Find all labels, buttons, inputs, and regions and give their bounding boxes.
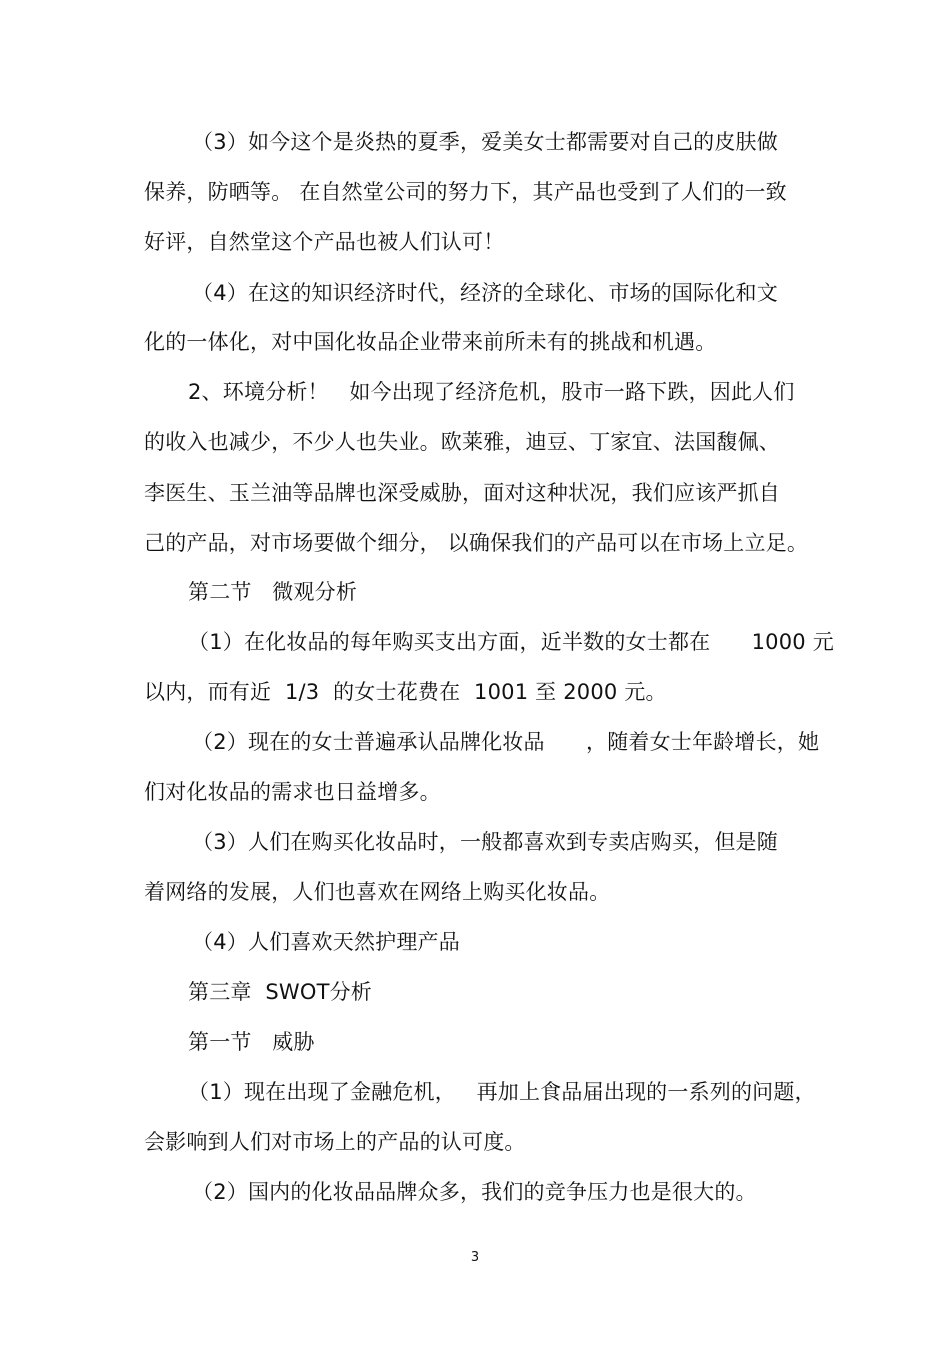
paragraph-line: （3）人们在购买化妆品时，一般都喜欢到专卖店购买，但是随 (192, 830, 778, 854)
paragraph-line: 们对化妆品的需求也日益增多。 (144, 780, 441, 804)
paragraph-line: （1）现在出现了金融危机， 再加上食品届出现的一系列的问题， (188, 1080, 816, 1104)
paragraph-line: 己的产品，对市场要做个细分， 以确保我们的产品可以在市场上立足。 (144, 531, 809, 555)
paragraph-line: 的收入也减少，不少人也失业。欧莱雅，迪豆、丁家宜、法国馥佩、 (144, 430, 780, 454)
paragraph-line: 化的一体化，对中国化妆品企业带来前所未有的挑战和机遇。 (144, 330, 717, 354)
paragraph-line: 2、环境分析！ 如今出现了经济危机，股市一路下跌，因此人们 (188, 380, 795, 404)
paragraph-line: （1）在化妆品的每年购买支出方面，近半数的女士都在 1000 元 (188, 630, 834, 654)
section-heading: 第一节 威胁 (188, 1030, 315, 1054)
page-number: 3 (470, 1250, 480, 1265)
paragraph-line: （4）在这的知识经济时代，经济的全球化、市场的国际化和文 (192, 281, 778, 305)
paragraph-line: （2）国内的化妆品品牌众多，我们的竞争压力也是很大的。 (192, 1180, 757, 1204)
paragraph-line: 保养，防晒等。 在自然堂公司的努力下，其产品也受到了人们的一致 (144, 180, 787, 204)
paragraph-line: 会影响到人们对市场上的产品的认可度。 (144, 1130, 526, 1154)
paragraph-line: 好评，自然堂这个产品也被人们认可！ (144, 230, 505, 254)
paragraph-line: （2）现在的女士普遍承认品牌化妆品 ，随着女士年龄增长，她 (192, 730, 820, 754)
paragraph-line: 以内，而有近 1/3 的女士花费在 1001 至 2000 元。 (144, 680, 667, 704)
paragraph-line: 李医生、玉兰油等品牌也深受威胁，面对这种状况，我们应该严抓自 (144, 481, 780, 505)
section-heading: 第二节 微观分析 (188, 580, 358, 604)
paragraph-line: （3）如今这个是炎热的夏季，爱美女士都需要对自己的皮肤做 (192, 130, 778, 154)
paragraph-line: （4）人们喜欢天然护理产品 (192, 930, 460, 954)
chapter-heading: 第三章 SWOT分析 (188, 980, 373, 1004)
paragraph-line: 着网络的发展，人们也喜欢在网络上购买化妆品。 (144, 880, 611, 904)
